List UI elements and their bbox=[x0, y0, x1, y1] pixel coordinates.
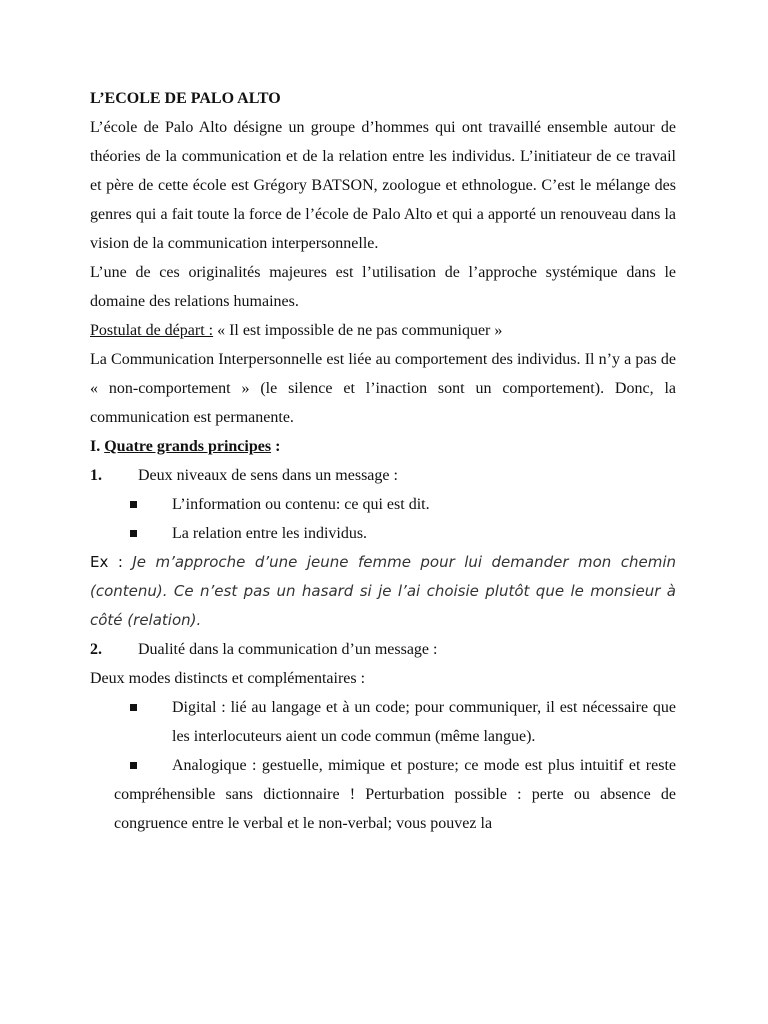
postulate-line bbox=[90, 316, 676, 345]
behaviour-paragraph: La Communication Interpersonnelle est liée au comportement des individus. Il n’y a pas de « non-comportement » (le silence et l’inaction sont un comportement). Donc, la communication est permanente. bbox=[90, 351, 676, 426]
principle-1 bbox=[90, 461, 676, 490]
bullet-item-digital bbox=[90, 693, 676, 751]
square-bullet-icon bbox=[130, 501, 137, 508]
example-paragraph bbox=[90, 548, 676, 635]
intro-paragraph: L’école de Palo Alto désigne un groupe d’hommes qui ont travaillé ensemble autour de théories de la communication et de la relation entre les individus. L’initiateur de ce travail et père de cette école est Grégory BATSON, zoologue et ethnologue. C’est le mélange des genres qui a fait toute la force de l’école de Palo Alto et qui a apporté un renouveau dans la vision de la communication interpersonnelle. bbox=[90, 119, 676, 252]
example-colon: : bbox=[108, 553, 133, 571]
example-lead: Ex bbox=[90, 553, 109, 571]
document-body bbox=[90, 84, 676, 838]
section-prefix: I. bbox=[90, 438, 105, 455]
example-text: Je m’approche d’une jeune femme pour lui demander mon chemin (contenu). Ce n’est pas un hasard si je l’ai choisie plutôt que le monsieur à côté (relation). bbox=[90, 553, 676, 629]
bullet-text: La relation entre les individus. bbox=[172, 525, 368, 542]
bullet-item bbox=[90, 490, 676, 519]
section-suffix: : bbox=[271, 438, 281, 455]
principle-1-number: 1. bbox=[90, 467, 102, 484]
bullet-text: L’information ou contenu: ce qui est dit. bbox=[172, 496, 430, 513]
approach-paragraph: L’une de ces originalités majeures est l’utilisation de l’approche systémique dans le domaine des relations humaines. bbox=[90, 264, 676, 310]
document-title: L’ECOLE DE PALO ALTO bbox=[90, 90, 281, 107]
principle-2-number: 2. bbox=[90, 641, 102, 658]
analog-text: Analogique : gestuelle, mimique et posture; ce mode est plus intuitif et reste compréhensible sans dictionnaire ! Perturbation possible : perte ou absence de congruence entre le verbal et le non-verbal; vous pouvez la bbox=[114, 757, 676, 832]
modes-intro: Deux modes distincts et complémentaires : bbox=[90, 670, 366, 687]
postulate-text: « Il est impossible de ne pas communiquer » bbox=[213, 322, 503, 339]
square-bullet-icon bbox=[130, 530, 137, 537]
principle-2 bbox=[90, 635, 676, 664]
square-bullet-icon bbox=[130, 704, 137, 711]
principle-1-text: Deux niveaux de sens dans un message : bbox=[138, 467, 398, 484]
digital-text: Digital : lié au langage et à un code; pour communiquer, il est nécessaire que les interlocuteurs aient un code commun (même langue). bbox=[172, 699, 676, 745]
section-title: Quatre grands principes bbox=[104, 438, 272, 455]
square-bullet-icon bbox=[130, 762, 137, 769]
bullet-item-analog bbox=[90, 751, 676, 838]
section-heading bbox=[90, 432, 676, 461]
postulate-label: Postulat de départ : bbox=[90, 322, 214, 339]
bullet-item bbox=[90, 519, 676, 548]
principle-2-text: Dualité dans la communication d’un message : bbox=[138, 641, 438, 658]
